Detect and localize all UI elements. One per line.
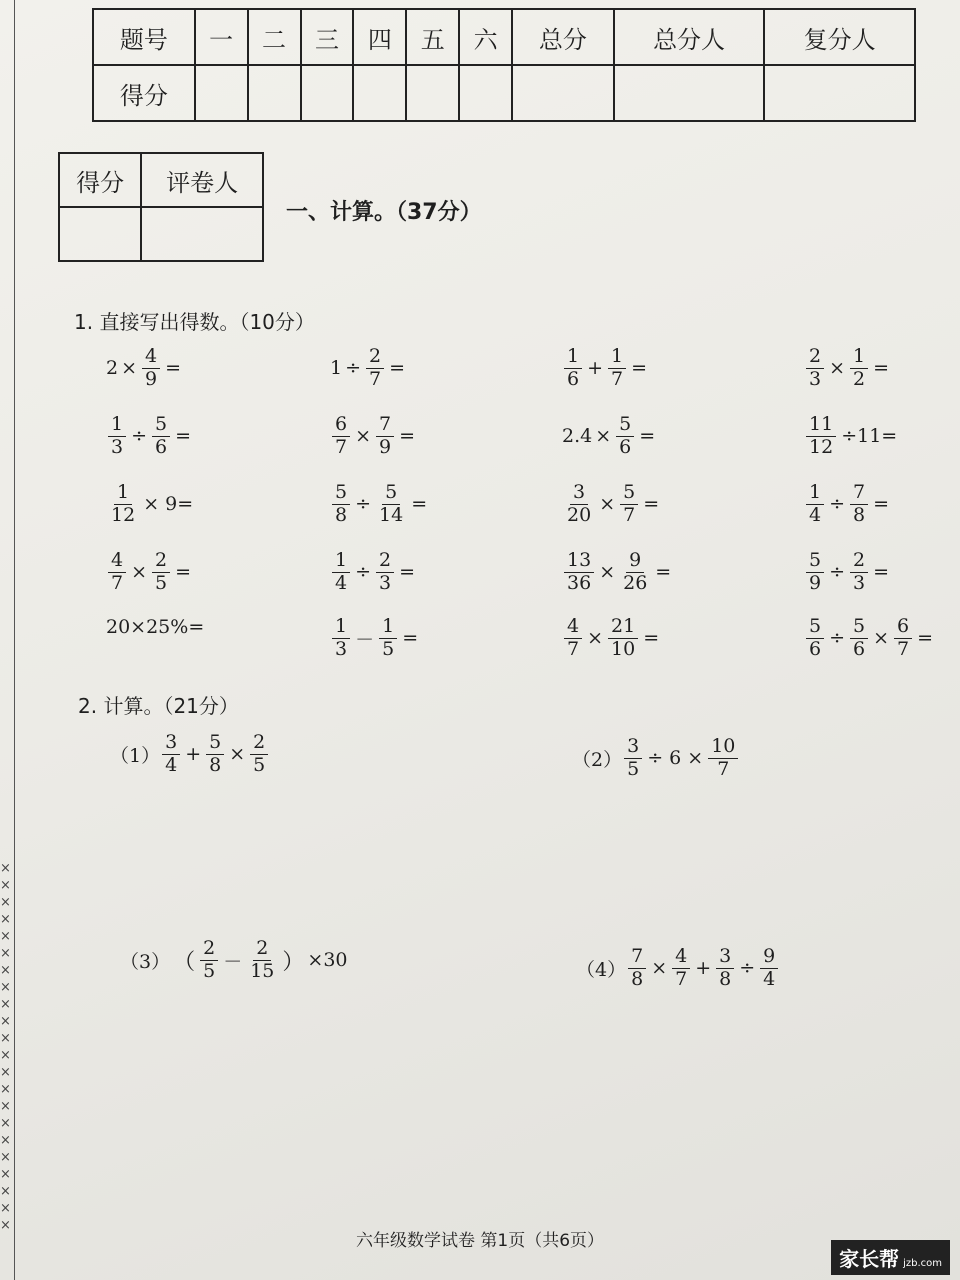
q2-expression xyxy=(110,732,270,777)
score-header-cell: 四 xyxy=(353,9,406,65)
fraction xyxy=(162,732,180,777)
denominator: 14 xyxy=(379,503,404,526)
q1-expression xyxy=(562,616,662,661)
denominator: 3 xyxy=(335,637,348,660)
score-cell xyxy=(764,65,915,121)
denominator: 3 xyxy=(809,367,822,390)
binding-crosses xyxy=(0,860,12,1234)
fraction xyxy=(332,414,350,459)
numerator: 6 xyxy=(894,616,912,639)
operator: × xyxy=(599,561,616,584)
numerator: 9 xyxy=(760,946,778,969)
numerator: 5 xyxy=(806,616,824,639)
denominator: 15 xyxy=(250,959,275,982)
operator: = xyxy=(399,425,416,448)
numerator: 2 xyxy=(366,346,384,369)
fraction xyxy=(376,482,406,527)
numerator: 5 xyxy=(206,732,224,755)
fraction xyxy=(152,550,170,595)
grader-score-label: 得分 xyxy=(59,153,141,207)
operator: ÷ xyxy=(829,627,846,650)
fraction xyxy=(616,414,634,459)
denominator: 6 xyxy=(809,637,822,660)
q1-expression xyxy=(562,482,662,527)
numerator: 5 xyxy=(332,482,350,505)
grader-name-label: 评卷人 xyxy=(141,153,263,207)
fraction xyxy=(108,482,138,527)
operator: = xyxy=(399,561,416,584)
operator: × xyxy=(651,957,668,980)
score-cell xyxy=(406,65,459,121)
q2-expression xyxy=(120,938,348,983)
numerator: 1 xyxy=(806,482,824,505)
q1-expression xyxy=(804,616,936,661)
operator: = xyxy=(643,493,660,516)
operator: = xyxy=(639,425,656,448)
fraction xyxy=(332,482,350,527)
denominator: 12 xyxy=(111,503,136,526)
denominator: 8 xyxy=(335,503,348,526)
denominator: 5 xyxy=(253,753,266,776)
operator: = xyxy=(917,627,934,650)
score-cell xyxy=(614,65,765,121)
grader-table xyxy=(58,152,264,262)
numerator: 1 xyxy=(108,414,126,437)
operator: × xyxy=(121,357,138,380)
q1-expression xyxy=(106,550,194,595)
denominator: 7 xyxy=(567,637,580,660)
binding-cross: × xyxy=(0,878,11,893)
q1-expression xyxy=(106,346,184,391)
fraction xyxy=(608,346,626,391)
denominator: 4 xyxy=(809,503,822,526)
operator: ÷ xyxy=(355,493,372,516)
score-value-row xyxy=(93,65,915,121)
denominator: 2 xyxy=(853,367,866,390)
denominator: 8 xyxy=(853,503,866,526)
term: （3） xyxy=(120,950,171,973)
term: （2） xyxy=(572,748,623,771)
denominator: 36 xyxy=(567,571,592,594)
operator: × xyxy=(229,743,246,766)
operator: ÷ xyxy=(355,561,372,584)
operator: × 9= xyxy=(143,493,194,516)
score-header-cell: 六 xyxy=(459,9,512,65)
q1-expression xyxy=(106,482,196,527)
denominator: 9 xyxy=(809,571,822,594)
numerator: 7 xyxy=(628,946,646,969)
numerator: 1 xyxy=(608,346,626,369)
denominator: 7 xyxy=(335,435,348,458)
denominator: 26 xyxy=(623,571,648,594)
operator: ÷ xyxy=(739,957,756,980)
numerator: 21 xyxy=(608,616,638,639)
numerator: 5 xyxy=(850,616,868,639)
watermark-brand: 家长帮 xyxy=(839,1247,900,1271)
fraction xyxy=(806,550,824,595)
binding-cross: × xyxy=(0,1201,11,1216)
denominator: 7 xyxy=(369,367,382,390)
operator: － xyxy=(355,628,375,651)
binding-cross: × xyxy=(0,1099,11,1114)
numerator: 2 xyxy=(152,550,170,573)
fraction xyxy=(850,346,868,391)
numerator: 2 xyxy=(253,938,271,961)
denominator: 7 xyxy=(897,637,910,660)
fraction xyxy=(628,946,646,991)
fraction xyxy=(250,732,268,777)
denominator: 6 xyxy=(155,435,168,458)
numerator: 1 xyxy=(564,346,582,369)
fraction xyxy=(332,550,350,595)
numerator: 1 xyxy=(379,616,397,639)
numerator: 3 xyxy=(162,732,180,755)
numerator: 11 xyxy=(806,414,836,437)
binding-line xyxy=(14,0,15,1280)
denominator: 3 xyxy=(111,435,124,458)
q1-expression xyxy=(562,346,650,391)
q1-expression xyxy=(330,414,418,459)
fraction xyxy=(806,346,824,391)
operator: × xyxy=(595,425,612,448)
operator: = xyxy=(631,357,648,380)
operator: ÷ 6 × xyxy=(647,747,704,770)
operator: × xyxy=(131,561,148,584)
fraction xyxy=(850,550,868,595)
denominator: 3 xyxy=(379,571,392,594)
q2-expression xyxy=(576,946,780,991)
binding-cross: × xyxy=(0,997,11,1012)
section-title: 一、计算。（37分） xyxy=(286,200,482,225)
fraction xyxy=(247,938,277,983)
fraction xyxy=(376,550,394,595)
operator: = xyxy=(175,561,192,584)
numerator: 2 xyxy=(250,732,268,755)
binding-cross: × xyxy=(0,1065,11,1080)
score-cell xyxy=(353,65,406,121)
numerator: 13 xyxy=(564,550,594,573)
operator: × xyxy=(587,627,604,650)
numerator: 5 xyxy=(806,550,824,573)
q1-title: 1. 直接写出得数。（10分） xyxy=(74,310,315,334)
numerator: 2 xyxy=(376,550,394,573)
binding-cross: × xyxy=(0,861,11,876)
q2-expression xyxy=(572,736,740,781)
fraction xyxy=(564,550,594,595)
operator: = xyxy=(402,627,419,650)
denominator: 20 xyxy=(567,503,592,526)
score-row-label: 得分 xyxy=(93,65,195,121)
fraction xyxy=(564,616,582,661)
operator: ÷ xyxy=(829,493,846,516)
operator: + xyxy=(695,957,712,980)
q1-expression xyxy=(330,616,421,661)
numerator: 4 xyxy=(564,616,582,639)
operator: ÷ xyxy=(345,357,362,380)
denominator: 3 xyxy=(853,571,866,594)
score-cell xyxy=(248,65,301,121)
operator: = xyxy=(389,357,406,380)
q1-expression xyxy=(562,414,658,459)
fraction xyxy=(672,946,690,991)
q1-expression xyxy=(330,550,418,595)
numerator: 9 xyxy=(626,550,644,573)
fraction xyxy=(806,482,824,527)
score-header-cell: 二 xyxy=(248,9,301,65)
numerator: 4 xyxy=(108,550,126,573)
fraction xyxy=(564,482,594,527)
page-footer: 六年级数学试卷 第1页（共6页） xyxy=(355,1231,605,1251)
term: 20×25%= xyxy=(106,616,205,638)
watermark-site: jzb.com xyxy=(903,1258,942,1269)
numerator: 5 xyxy=(382,482,400,505)
binding-cross: × xyxy=(0,912,11,927)
q1-expression xyxy=(562,550,674,595)
fraction xyxy=(850,482,868,527)
fraction xyxy=(624,736,642,781)
numerator: 6 xyxy=(332,414,350,437)
operator: × xyxy=(829,357,846,380)
binding-cross: × xyxy=(0,946,11,961)
fraction xyxy=(142,346,160,391)
numerator: 2 xyxy=(200,938,218,961)
numerator: 5 xyxy=(616,414,634,437)
numerator: 2 xyxy=(850,550,868,573)
numerator: 4 xyxy=(142,346,160,369)
binding-cross: × xyxy=(0,1116,11,1131)
binding-cross: × xyxy=(0,980,11,995)
binding-cross: × xyxy=(0,1218,11,1233)
q1-expression xyxy=(106,616,204,638)
numerator: 7 xyxy=(376,414,394,437)
binding-cross: × xyxy=(0,1031,11,1046)
fraction xyxy=(379,616,397,661)
denominator: 12 xyxy=(809,435,834,458)
watermark-logo xyxy=(831,1240,950,1275)
binding-cross: × xyxy=(0,895,11,910)
fraction xyxy=(850,616,868,661)
score-header-cell: 总分人 xyxy=(614,9,765,65)
score-cell xyxy=(512,65,614,121)
denominator: 8 xyxy=(209,753,222,776)
fraction xyxy=(716,946,734,991)
operator: = xyxy=(873,493,890,516)
numerator: 5 xyxy=(152,414,170,437)
score-header-cell: 三 xyxy=(301,9,354,65)
numerator: 7 xyxy=(850,482,868,505)
denominator: 5 xyxy=(155,571,168,594)
q1-expression xyxy=(804,482,892,527)
denominator: 9 xyxy=(379,435,392,458)
grader-score-cell xyxy=(59,207,141,261)
term: （1） xyxy=(110,744,161,767)
operator: × xyxy=(873,627,890,650)
operator: ÷ xyxy=(131,425,148,448)
q1-expression xyxy=(330,346,408,391)
binding-cross: × xyxy=(0,1014,11,1029)
operator: × xyxy=(599,493,616,516)
score-header-cell: 题号 xyxy=(93,9,195,65)
operator: × xyxy=(355,425,372,448)
numerator: 1 xyxy=(332,616,350,639)
operator: = xyxy=(873,357,890,380)
denominator: 8 xyxy=(719,967,732,990)
denominator: 8 xyxy=(631,967,644,990)
operator: = xyxy=(411,493,428,516)
parenthesis: ） xyxy=(282,949,305,975)
denominator: 6 xyxy=(567,367,580,390)
operator: ÷ xyxy=(829,561,846,584)
score-header-cell: 复分人 xyxy=(764,9,915,65)
fraction xyxy=(206,732,224,777)
score-cell xyxy=(195,65,248,121)
numerator: 1 xyxy=(332,550,350,573)
fraction xyxy=(760,946,778,991)
numerator: 5 xyxy=(620,482,638,505)
q1-expression xyxy=(106,414,194,459)
denominator: 6 xyxy=(619,435,632,458)
fraction xyxy=(108,414,126,459)
numerator: 3 xyxy=(624,736,642,759)
numerator: 4 xyxy=(672,946,690,969)
score-header-row xyxy=(93,9,915,65)
binding-cross: × xyxy=(0,1167,11,1182)
denominator: 7 xyxy=(623,503,636,526)
score-table xyxy=(92,8,916,122)
binding-cross: × xyxy=(0,1184,11,1199)
operator: + xyxy=(185,743,202,766)
score-cell xyxy=(301,65,354,121)
numerator: 3 xyxy=(570,482,588,505)
q1-expression xyxy=(804,414,900,459)
score-header-cell: 五 xyxy=(406,9,459,65)
score-header-cell: 一 xyxy=(195,9,248,65)
parenthesis: （ xyxy=(173,949,196,975)
numerator: 1 xyxy=(114,482,132,505)
fraction xyxy=(366,346,384,391)
fraction xyxy=(376,414,394,459)
binding-cross: × xyxy=(0,963,11,978)
term: 2 xyxy=(106,357,119,380)
numerator: 10 xyxy=(708,736,738,759)
grader-name-cell xyxy=(141,207,263,261)
term: 1 xyxy=(330,357,343,380)
fraction xyxy=(894,616,912,661)
operator: = xyxy=(873,561,890,584)
denominator: 7 xyxy=(111,571,124,594)
numerator: 3 xyxy=(716,946,734,969)
denominator: 7 xyxy=(611,367,624,390)
denominator: 5 xyxy=(627,757,640,780)
operator: － xyxy=(223,950,243,973)
denominator: 4 xyxy=(165,753,178,776)
denominator: 5 xyxy=(382,637,395,660)
binding-cross: × xyxy=(0,1150,11,1165)
binding-cross: × xyxy=(0,1048,11,1063)
denominator: 4 xyxy=(763,967,776,990)
denominator: 7 xyxy=(675,967,688,990)
score-header-cell: 总分 xyxy=(512,9,614,65)
binding-cross: × xyxy=(0,1082,11,1097)
term: 2.4 xyxy=(562,425,593,448)
numerator: 1 xyxy=(850,346,868,369)
q1-expression xyxy=(804,550,892,595)
fraction xyxy=(708,736,738,781)
binding-cross: × xyxy=(0,1133,11,1148)
fraction xyxy=(806,616,824,661)
q2-title: 2. 计算。（21分） xyxy=(78,694,239,718)
fraction xyxy=(608,616,638,661)
denominator: 9 xyxy=(145,367,158,390)
fraction xyxy=(200,938,218,983)
operator: = xyxy=(165,357,182,380)
fraction xyxy=(108,550,126,595)
operator: = xyxy=(643,627,660,650)
q1-expression xyxy=(330,482,430,527)
fraction xyxy=(152,414,170,459)
denominator: 7 xyxy=(717,757,730,780)
operator: + xyxy=(587,357,604,380)
fraction xyxy=(620,482,638,527)
fraction xyxy=(806,414,836,459)
numerator: 2 xyxy=(806,346,824,369)
denominator: 6 xyxy=(853,637,866,660)
denominator: 5 xyxy=(203,959,216,982)
term: （4） xyxy=(576,958,627,981)
score-cell xyxy=(459,65,512,121)
q1-expression xyxy=(804,346,892,391)
term: ×30 xyxy=(307,949,348,972)
operator: = xyxy=(655,561,672,584)
fraction xyxy=(620,550,650,595)
operator: ÷11= xyxy=(841,425,898,448)
operator: = xyxy=(175,425,192,448)
binding-cross: × xyxy=(0,929,11,944)
denominator: 4 xyxy=(335,571,348,594)
fraction xyxy=(564,346,582,391)
denominator: 10 xyxy=(611,637,636,660)
fraction xyxy=(332,616,350,661)
